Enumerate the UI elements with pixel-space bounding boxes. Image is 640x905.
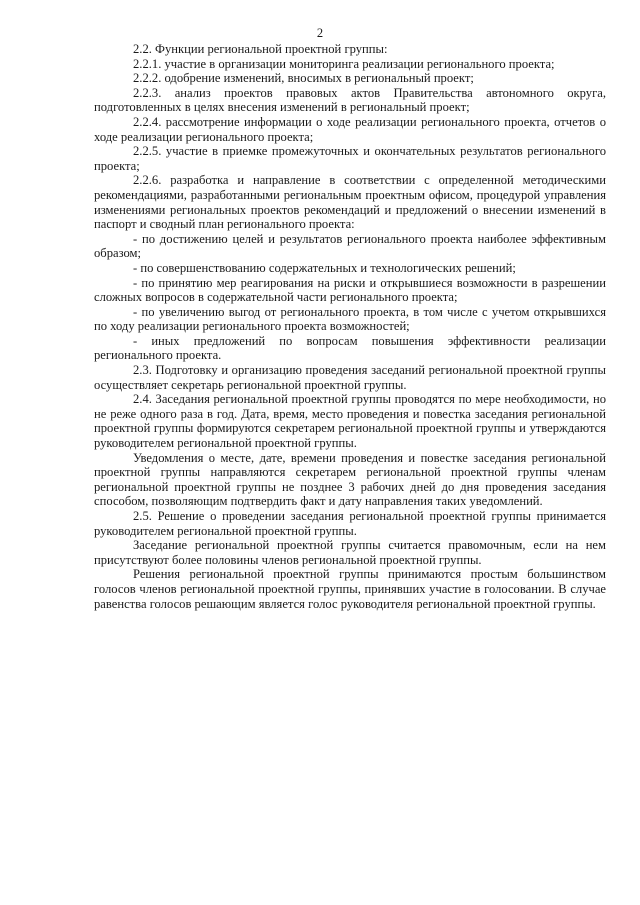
clause-2-2-5: 2.2.5. участие в приемке промежуточных и окончательных результатов регионального проекта; <box>94 144 606 173</box>
notification-paragraph: Уведомления о месте, дате, времени проведения и повестке заседания региональной проектной группы направляются секретарем региональной проектной группы членам региональной проектной группы не позднее 3 рабочих дней до дня проведения заседания способом, позволяющим подтвердить факт и дату направления таких уведомлений. <box>94 450 606 509</box>
page-number: 2 <box>316 26 324 40</box>
clause-2-2-4: 2.2.4. рассмотрение информации о ходе реализации регионального проекта, отчетов о ходе реализации регионального проекта; <box>94 114 606 144</box>
clause-2-2-3: 2.2.3. анализ проектов правовых актов Правительства автономного округа, подготовленных в целях внесения изменений в региональный проект; <box>94 85 606 115</box>
list-item: - по достижению целей и результатов регионального проекта наиболее эффективным образом; <box>94 231 606 261</box>
clause-2-2-2: 2.2.2. одобрение изменений, вносимых в региональный проект; <box>133 71 474 86</box>
clause-2-3: 2.3. Подготовку и организацию проведения заседаний региональной проектной группы осуществляет секретарь региональной проектной группы. <box>94 363 606 392</box>
list-item: - по увеличению выгод от регионального проекта, в том числе с учетом открывшихся по ходу реализации регионального проекта возможностей; <box>94 304 606 334</box>
clause-2-4: 2.4. Заседания региональной проектной группы проводятся по мере необходимости, но не реже одного раза в год. Дата, время, место проведения и повестка заседания региональной проектной группы формируются секретарем региональной проектной группы и утверждаются руководителем региональной проектной группы. <box>94 392 606 451</box>
section-heading-2-2: 2.2. Функции региональной проектной группы: <box>133 42 388 56</box>
clause-2-5: 2.5. Решение о проведении заседания региональной проектной группы принимается руководителем региональной проектной группы. <box>94 509 606 538</box>
clause-2-2-1: 2.2.1. участие в организации мониторинга реализации регионального проекта; <box>133 56 555 71</box>
decisions-paragraph: Решения региональной проектной группы принимаются простым большинством голосов членов региональной проектной группы, принявших участие в голосовании. В случае равенства голосов решающим является голос руководителя региональной проектной группы. <box>94 567 606 611</box>
quorum-paragraph: Заседание региональной проектной группы считается правомочным, если на нем присутствуют более половины членов региональной проектной группы. <box>94 538 606 567</box>
list-item: - иных предложений по вопросам повышения эффективности реализации регионального проекта. <box>94 333 606 363</box>
document-body <box>94 42 606 611</box>
clause-2-2-6: 2.2.6. разработка и направление в соответствии с определенной методическими рекомендациями, разработанными региональным проектным офисом, процедурой управления изменениями региональных проектов рекомендаций и предложений о внесении изменений в паспорт и сводный план регионального проекта: <box>94 173 606 232</box>
list-item: - по совершенствованию содержательных и технологических решений; <box>133 260 516 275</box>
list-item: - по принятию мер реагирования на риски и открывшиеся возможности в разрешении сложных вопросов в содержательной части регионального проекта; <box>94 275 606 305</box>
